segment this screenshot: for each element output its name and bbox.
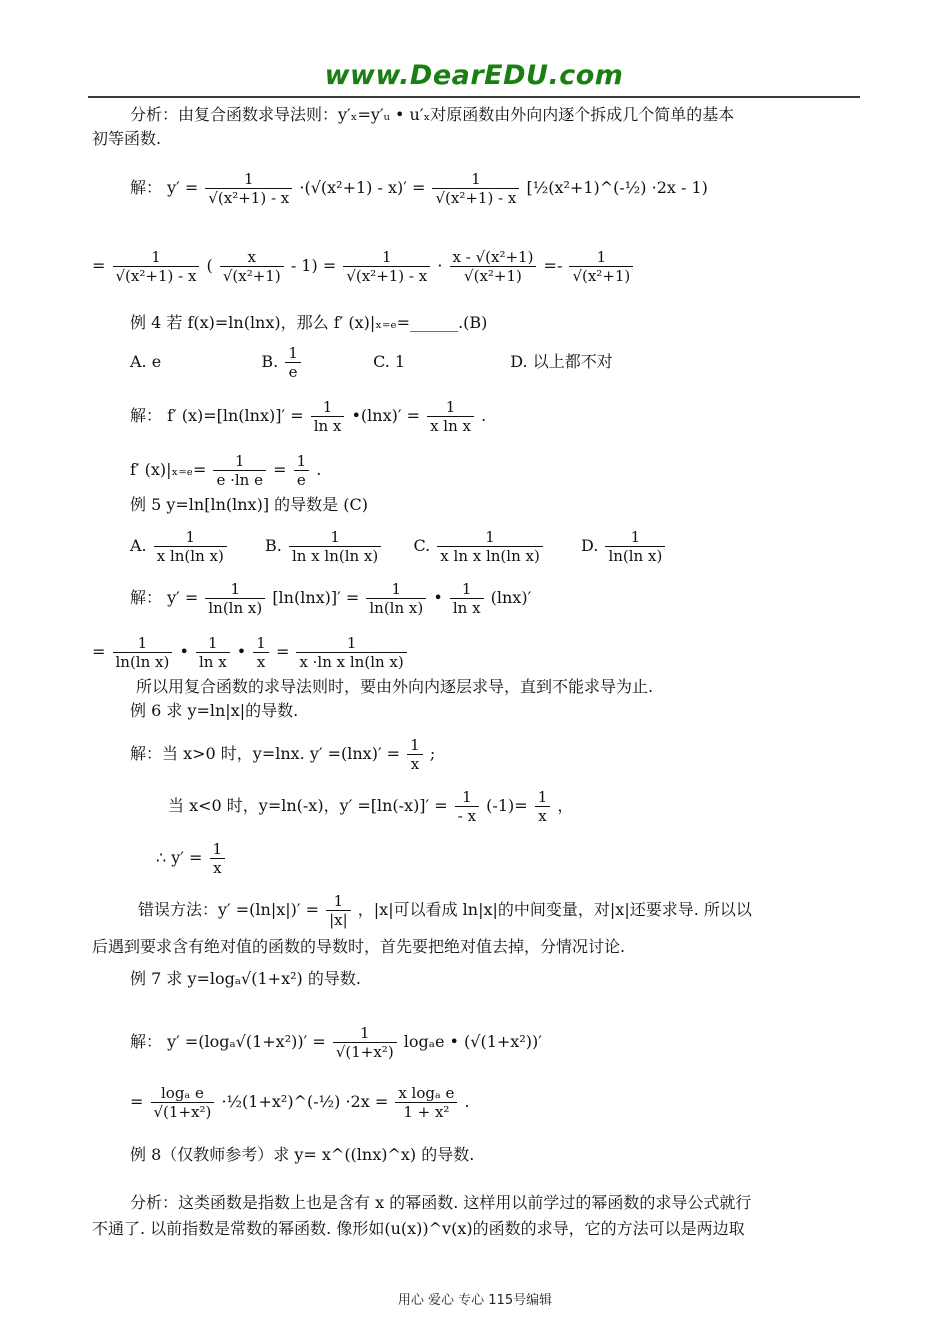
- header-rule: [88, 96, 860, 98]
- solution-6-line-1: 解：当 x>0 时，y=lnx. y′ =(lnx)′ = $\frac{1}{x}$ ;: [130, 736, 436, 773]
- fraction: $\frac{\text{x - √(x²+1)}}{\text{√(x²+1)}}$: [450, 248, 537, 285]
- fraction: $\frac{1}{\text{ln x}}$: [196, 634, 230, 671]
- fraction: $\frac{1}{x}$: [535, 788, 551, 825]
- fraction: $\frac{\text{logₐ e}}{\text{√(1+x²)}}$: [151, 1084, 215, 1121]
- example-8-question: 例 8（仅教师参考）求 y= x^((lnx)^x) 的导数.: [130, 1145, 475, 1164]
- fraction: $\frac{1}{\text{√(x²+1) - x}}$: [205, 170, 292, 207]
- fraction: $\frac{1}{e}$: [285, 344, 301, 381]
- option-d: D. 以上都不对: [510, 352, 613, 371]
- solution-5-line-2: = $\frac{1}{\text{ln(ln x)}}$ • $\frac{1}{\text{ln x}}$ • $\frac{1}{x}$ = $\frac{1}{\text{x ·ln x ln(ln x)}}$: [92, 634, 409, 671]
- fraction: $\frac{1}{- x}$: [455, 788, 479, 825]
- fraction: $\frac{1}{\text{x ln x ln(ln x)}}$: [437, 528, 543, 565]
- fraction: $\frac{1}{\text{ln(ln x)}}$: [205, 580, 265, 617]
- fraction: $\frac{1}{\text{√(1+x²)}}$: [333, 1024, 397, 1061]
- example-4-question: 例 4 若 f(x)=ln(lnx)，那么 f′ (x)|ₓ₌ₑ=______.(B): [130, 313, 488, 332]
- fraction: $\frac{1}{\text{√(x²+1)}}$: [569, 248, 633, 285]
- fraction: $\frac{1}{\text{√(x²+1) - x}}$: [432, 170, 519, 207]
- analysis-line-1: 分析：由复合函数求导法则：y′ₓ=y′ᵤ • u′ₓ对原函数由外向内逐个拆成几个简单的基本: [130, 105, 735, 124]
- solution-line-1: 解： y′ = $\frac{1}{\text{√(x²+1) - x}}$ ·(√(x²+1) - x)′ = $\frac{1}{\text{√(x²+1) - x}}$ [½(x²+1)^(-½) ·2x - 1): [130, 170, 708, 207]
- solution-4-line-1: 解： f′ (x)=[ln(lnx)]′ = $\frac{1}{\text{ln x}}$ •(lnx)′ = $\frac{1}{\text{x ln x}}$ .: [130, 398, 487, 435]
- option-b: B.: [261, 352, 279, 371]
- fraction: $\frac{1}{\text{√(x²+1) - x}}$: [113, 248, 200, 285]
- fraction: $\frac{1}{e}$: [294, 452, 310, 489]
- analysis-line-2: 初等函数.: [92, 129, 162, 148]
- example-6-question: 例 6 求 y=ln|x|的导数.: [130, 701, 299, 720]
- wrong-method-line-1: 错误方法：y′ =(ln|x|)′ = $\frac{1}{|x|}$ ，|x|可以看成 ln|x|的中间变量，对|x|还要求导. 所以以: [138, 892, 752, 929]
- option-c: C. 1: [373, 352, 406, 371]
- fraction: $\frac{1}{\text{ln x}}$: [311, 398, 345, 435]
- fraction: $\frac{1}{\text{ln x ln(ln x)}}$: [289, 528, 381, 565]
- analysis-8-line-1: 分析：这类函数是指数上也是含有 x 的幂函数. 这样用以前学过的幂函数的求导公式就行: [130, 1193, 752, 1212]
- solution-6-line-2: 当 x<0 时，y=ln(-x)，y′ =[ln(-x)]′ = $\frac{1}{- x}$ (-1)= $\frac{1}{x}$ ，: [168, 788, 574, 825]
- page-header: [88, 56, 860, 100]
- fraction: $\frac{1}{\text{ln(ln x)}}$: [366, 580, 426, 617]
- page-footer: 用心 爱心 专心 115号编辑: [397, 1293, 553, 1308]
- wrong-method-line-2: 后遇到要求含有绝对值的函数的导数时，首先要把绝对值去掉，分情况讨论.: [92, 937, 626, 956]
- example-4-options: [130, 344, 613, 381]
- option-a: A. e: [130, 352, 162, 371]
- site-logo: www.DearEDU.com: [324, 60, 624, 91]
- fraction: $\frac{1}{x}$: [253, 634, 269, 671]
- example-7-question: 例 7 求 y=logₐ√(1+x²) 的导数.: [130, 969, 361, 988]
- fraction: $\frac{1}{\text{x ln x}}$: [427, 398, 474, 435]
- conclusion-text: 所以用复合函数的求导法则时，要由外向内逐层求导，直到不能求导为止.: [136, 677, 654, 696]
- solution-7-line-2: = $\frac{\text{logₐ e}}{\text{√(1+x²)}}$ ·½(1+x²)^(-½) ·2x = $\frac{\text{x logₐ e}}{\text{1 + x²}}$ .: [130, 1084, 470, 1121]
- fraction: $\frac{1}{\text{ln(ln x)}}$: [605, 528, 665, 565]
- solution-4-line-2: f′ (x)|ₓ₌ₑ= $\frac{1}{\text{e ·ln e}}$ = $\frac{1}{e}$ .: [130, 452, 322, 489]
- example-5-question: 例 5 y=ln[ln(lnx)] 的导数是 (C): [130, 495, 368, 514]
- fraction: $\frac{x}{\text{√(x²+1)}}$: [220, 248, 284, 285]
- fraction: $\frac{1}{\text{x ·ln x ln(ln x)}}$: [296, 634, 406, 671]
- solution-7-line-1: 解： y′ =(logₐ√(1+x²))′ = $\frac{1}{\text{√(1+x²)}}$ logₐe • (√(1+x²))′: [130, 1024, 542, 1061]
- solution-line-2: = $\frac{1}{\text{√(x²+1) - x}}$ ( $\frac{x}{\text{√(x²+1)}}$ - 1) = $\frac{1}{\text{√(x²+1) - x}}$ · $\frac{\text{x - √(x²+1)}}{\text{√(x²+1)}}$ =- $\frac{1}{\text{√(x²+1)}}$: [92, 248, 635, 285]
- solution-5-line-1: 解： y′ = $\frac{1}{\text{ln(ln x)}}$ [ln(lnx)]′ = $\frac{1}{\text{ln(ln x)}}$ • $\frac{1}{\text{ln x}}$ (lnx)′: [130, 580, 532, 617]
- fraction: $\frac{1}{\text{√(x²+1) - x}}$: [343, 248, 430, 285]
- fraction: $\frac{\text{x logₐ e}}{\text{1 + x²}}$: [395, 1084, 457, 1121]
- fraction: $\frac{1}{|x|}$: [326, 892, 351, 929]
- example-5-options: A. $\frac{1}{\text{x ln(ln x)}}$ B. $\frac{1}{\text{ln x ln(ln x)}}$ C. $\frac{1}{\text{x ln x ln(ln x)}}$ D. $\frac{1}{\text{ln(ln x)}}$: [130, 528, 667, 565]
- fraction: $\frac{1}{\text{ln x}}$: [450, 580, 484, 617]
- fraction: $\frac{1}{x}$: [407, 736, 423, 773]
- fraction: $\frac{1}{\text{x ln(ln x)}}$: [154, 528, 227, 565]
- solution-6-line-3: ∴ y′ = $\frac{1}{x}$: [156, 840, 227, 877]
- fraction: $\frac{1}{\text{e ·ln e}}$: [213, 452, 266, 489]
- analysis-8-line-2: 不通了. 以前指数是常数的幂函数. 像形如(u(x))^v(x)的函数的求导，它的方法可以是两边取: [92, 1219, 745, 1238]
- fraction: $\frac{1}{\text{ln(ln x)}}$: [113, 634, 173, 671]
- fraction: $\frac{1}{x}$: [210, 840, 226, 877]
